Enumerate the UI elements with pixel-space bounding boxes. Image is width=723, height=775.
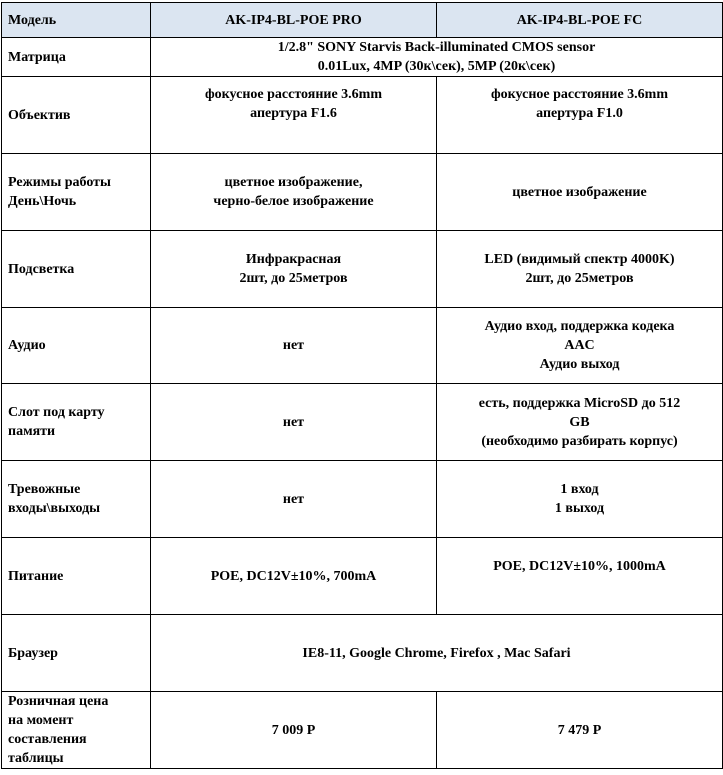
label-slot-line1: Слот под карту bbox=[8, 405, 105, 420]
label-price-line1: Розничная цена bbox=[8, 694, 109, 709]
row-power bbox=[2, 538, 723, 615]
value-lens-pro-line1: фокусное расстояние 3.6mm bbox=[204, 87, 382, 102]
value-slot-fc-line1: есть, поддержка MicroSD до 512 bbox=[478, 395, 681, 411]
row-browser bbox=[2, 615, 723, 692]
value-alarm-fc-line2: 1 выход bbox=[554, 501, 605, 516]
row-daynight bbox=[2, 154, 723, 231]
label-slot bbox=[2, 384, 151, 461]
value-audio-fc-line1: Аудио вход, поддержка кодека bbox=[484, 319, 675, 334]
header-col-pro: AK-IP4-BL-POE PRO bbox=[151, 3, 437, 38]
value-lens-pro bbox=[151, 77, 437, 154]
value-power-fc: POE, DC12V±10%, 1000mA bbox=[437, 538, 723, 615]
label-alarm-line2: входы\выходы bbox=[8, 501, 101, 516]
value-light-fc-line2: 2шт, до 25метров bbox=[525, 271, 634, 286]
row-lens bbox=[2, 77, 723, 154]
value-matrix bbox=[151, 38, 723, 77]
value-light-pro bbox=[151, 231, 437, 308]
label-daynight bbox=[2, 154, 151, 231]
label-audio: Аудио bbox=[2, 308, 151, 384]
value-lens-pro-line2: апертура F1.6 bbox=[250, 106, 337, 121]
value-light-fc bbox=[437, 231, 723, 308]
label-price-line3: составления bbox=[8, 732, 87, 747]
value-light-pro-line1: Инфракрасная bbox=[245, 252, 342, 267]
value-matrix-line1: 1/2.8" SONY Starvis Back-illuminated CMOS sensor bbox=[277, 40, 596, 55]
value-audio-fc-line3: Аудио выход bbox=[539, 357, 620, 372]
row-alarm bbox=[2, 461, 723, 538]
value-daynight-pro-line2: черно-белое изображение bbox=[213, 194, 374, 209]
value-audio-pro: нет bbox=[151, 308, 437, 384]
value-light-fc-line1: LED (видимый спектр 4000K) bbox=[484, 252, 675, 267]
value-daynight-pro bbox=[151, 154, 437, 231]
label-alarm-line1: Тревожные bbox=[8, 482, 81, 497]
header-row bbox=[2, 3, 723, 38]
header-model-label: Модель bbox=[2, 3, 151, 38]
label-price bbox=[2, 692, 151, 769]
label-matrix: Матрица bbox=[2, 38, 151, 77]
label-price-line4: таблицы bbox=[8, 751, 64, 766]
value-light-pro-line2: 2шт, до 25метров bbox=[239, 271, 348, 286]
value-lens-fc-line1: фокусное расстояние 3.6mm bbox=[490, 87, 668, 102]
label-daynight-line1: Режимы работы bbox=[8, 175, 111, 190]
value-power-pro: POE, DC12V±10%, 700mA bbox=[151, 538, 437, 615]
value-price-fc: 7 479 Р bbox=[437, 692, 723, 769]
label-light: Подсветка bbox=[2, 231, 151, 308]
value-matrix-line2: 0.01Lux, 4MP (30к\сек), 5MP (20к\сек) bbox=[317, 59, 556, 74]
comparison-table bbox=[1, 2, 723, 769]
value-price-pro: 7 009 Р bbox=[151, 692, 437, 769]
value-lens-fc bbox=[437, 77, 723, 154]
value-alarm-fc-line1: 1 вход bbox=[560, 482, 599, 497]
header-col-fc: AK-IP4-BL-POE FC bbox=[437, 3, 723, 38]
value-daynight-pro-line1: цветное изображение, bbox=[224, 175, 363, 190]
value-alarm-fc bbox=[437, 461, 723, 538]
value-audio-fc bbox=[437, 308, 723, 384]
value-alarm-pro: нет bbox=[151, 461, 437, 538]
value-slot-pro: нет bbox=[151, 384, 437, 461]
row-audio bbox=[2, 308, 723, 384]
row-matrix bbox=[2, 38, 723, 77]
label-browser: Браузер bbox=[2, 615, 151, 692]
label-alarm bbox=[2, 461, 151, 538]
value-browser: IE8-11, Google Chrome, Firefox , Mac Safari bbox=[151, 615, 723, 692]
value-slot-fc-line2: GB bbox=[569, 414, 590, 430]
label-price-line2: на момент bbox=[8, 713, 74, 728]
row-slot bbox=[2, 384, 723, 461]
label-power: Питание bbox=[2, 538, 151, 615]
row-light bbox=[2, 231, 723, 308]
row-price bbox=[2, 692, 723, 769]
value-slot-fc-line3: (необходимо разбирать корпус) bbox=[481, 433, 678, 449]
value-daynight-fc: цветное изображение bbox=[437, 154, 723, 231]
label-lens: Объектив bbox=[2, 77, 151, 154]
value-slot-fc bbox=[437, 384, 723, 461]
value-audio-fc-line2: AAC bbox=[564, 338, 595, 353]
label-daynight-line2: День\Ночь bbox=[8, 194, 77, 209]
value-lens-fc-line2: апертура F1.0 bbox=[536, 106, 623, 121]
label-slot-line2: памяти bbox=[8, 424, 56, 439]
